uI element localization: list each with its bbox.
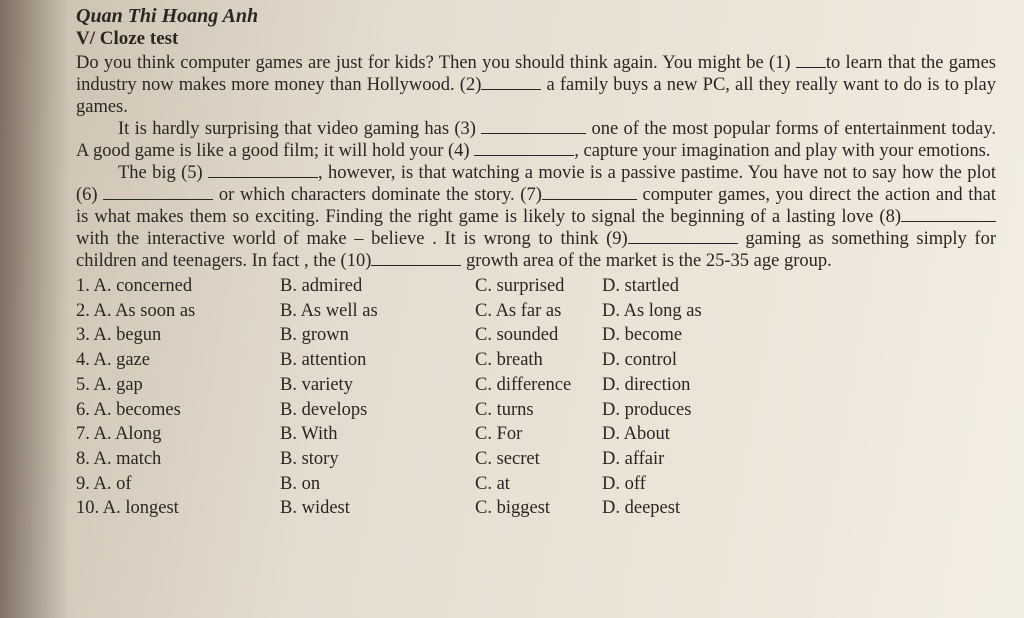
option-row-9 xyxy=(76,472,996,497)
blank-6[interactable] xyxy=(103,185,213,200)
passage-text: with the interactive world of make – believe . It is wrong to think (9) xyxy=(76,229,628,249)
passage-text: The big (5) xyxy=(118,163,208,183)
blank-5[interactable] xyxy=(208,163,318,178)
option-row-5 xyxy=(76,373,996,398)
blank-1[interactable] xyxy=(796,53,826,68)
passage-text: Do you think computer games are just for kids? Then you should think again. You might be (1) xyxy=(76,53,796,73)
option-b[interactable]: B. widest xyxy=(280,498,350,519)
option-row-6 xyxy=(76,398,996,423)
author-name: Quan Thi Hoang Anh xyxy=(76,5,259,27)
option-a[interactable]: 10. A. longest xyxy=(76,498,179,519)
option-a[interactable]: 7. A. Along xyxy=(76,424,162,445)
option-c[interactable]: C. secret xyxy=(475,448,540,469)
option-d[interactable]: D. As long as xyxy=(602,300,702,321)
option-b[interactable]: B. variety xyxy=(280,374,353,395)
option-d[interactable]: D. become xyxy=(602,325,683,346)
passage-text: , however, is that watching a movie is a passive pastime. You have not to say how the plot (6) xyxy=(76,163,996,205)
option-d[interactable]: D. produces xyxy=(602,399,692,420)
passage-text: gaming as something simply for children and teenagers. In fact , the (10) xyxy=(76,229,996,271)
option-row-1 xyxy=(76,274,996,299)
option-row-4 xyxy=(76,348,996,373)
option-d[interactable]: D. off xyxy=(602,473,646,494)
option-d[interactable]: D. affair xyxy=(602,448,665,469)
blank-9[interactable] xyxy=(628,229,738,244)
blank-4[interactable] xyxy=(474,141,574,156)
option-c[interactable]: C. As far as xyxy=(475,300,562,321)
passage-text: or which characters dominate the story. (7) xyxy=(213,185,542,205)
option-c[interactable]: C. biggest xyxy=(475,498,551,519)
option-d[interactable]: D. About xyxy=(602,424,670,445)
option-a[interactable]: 4. A. gaze xyxy=(76,350,150,371)
option-c[interactable]: C. For xyxy=(475,424,523,445)
page-shadow xyxy=(0,0,70,618)
option-b[interactable]: B. attention xyxy=(280,350,367,371)
paragraph-3 xyxy=(76,162,996,272)
passage-text: growth area of the market is the 25-35 age group. xyxy=(461,251,832,271)
option-b[interactable]: B. story xyxy=(280,448,339,469)
option-d[interactable]: D. startled xyxy=(602,276,680,296)
option-c[interactable]: C. breath xyxy=(475,350,543,371)
option-row-10 xyxy=(76,496,996,521)
option-c[interactable]: C. sounded xyxy=(475,325,559,346)
passage-text: one of the most popular forms of entertainment today. A good game is like a good film; it will hold your (4) xyxy=(76,119,997,161)
passage-text: It is hardly surprising that video gaming has (3) xyxy=(118,119,482,139)
option-a[interactable]: 3. A. begun xyxy=(76,325,162,346)
blank-2[interactable] xyxy=(481,75,541,90)
option-b[interactable]: B. With xyxy=(280,424,338,445)
option-b[interactable]: B. admired xyxy=(280,276,363,296)
blank-10[interactable] xyxy=(371,251,461,266)
blank-7[interactable] xyxy=(542,185,637,200)
passage-text: to learn that the games industry now makes more money than Hollywood. (2) xyxy=(76,53,996,95)
option-c[interactable]: C. at xyxy=(475,473,510,494)
paragraph-1 xyxy=(76,52,996,118)
option-c[interactable]: C. turns xyxy=(475,399,534,420)
option-row-8 xyxy=(76,447,996,472)
option-a[interactable]: 5. A. gap xyxy=(76,374,143,395)
option-b[interactable]: B. As well as xyxy=(280,300,378,321)
option-b[interactable]: B. grown xyxy=(280,325,349,346)
option-a[interactable]: 9. A. of xyxy=(76,473,132,494)
worksheet xyxy=(76,4,996,521)
option-d[interactable]: D. control xyxy=(602,350,678,371)
option-row-2 xyxy=(76,299,996,324)
option-a[interactable]: 2. A. As soon as xyxy=(76,300,196,321)
section-title: V/ Cloze test xyxy=(76,28,179,49)
option-a[interactable]: 1. A. concerned xyxy=(76,276,193,296)
passage-text: computer games, you direct the action and that is what makes them so exciting. Finding the right game is likely to signal the beginning of a lasting love (8) xyxy=(76,185,997,227)
blank-8[interactable] xyxy=(901,207,996,222)
option-a[interactable]: 8. A. match xyxy=(76,448,162,469)
passage-text: a family buys a new PC, all they really want to do is to play games. xyxy=(76,75,997,117)
blank-3[interactable] xyxy=(481,119,586,134)
paragraph-2 xyxy=(76,118,996,162)
option-b[interactable]: B. on xyxy=(280,473,321,494)
option-b[interactable]: B. develops xyxy=(280,399,368,420)
option-row-7 xyxy=(76,422,996,447)
option-row-3 xyxy=(76,323,996,348)
option-a[interactable]: 6. A. becomes xyxy=(76,399,181,420)
option-c[interactable]: C. difference xyxy=(475,374,572,395)
option-d[interactable]: D. direction xyxy=(602,374,691,395)
passage-text: , capture your imagination and play with your emotions. xyxy=(574,141,991,161)
option-d[interactable]: D. deepest xyxy=(602,498,681,519)
option-c[interactable]: C. surprised xyxy=(475,276,565,296)
answer-options xyxy=(76,274,996,521)
